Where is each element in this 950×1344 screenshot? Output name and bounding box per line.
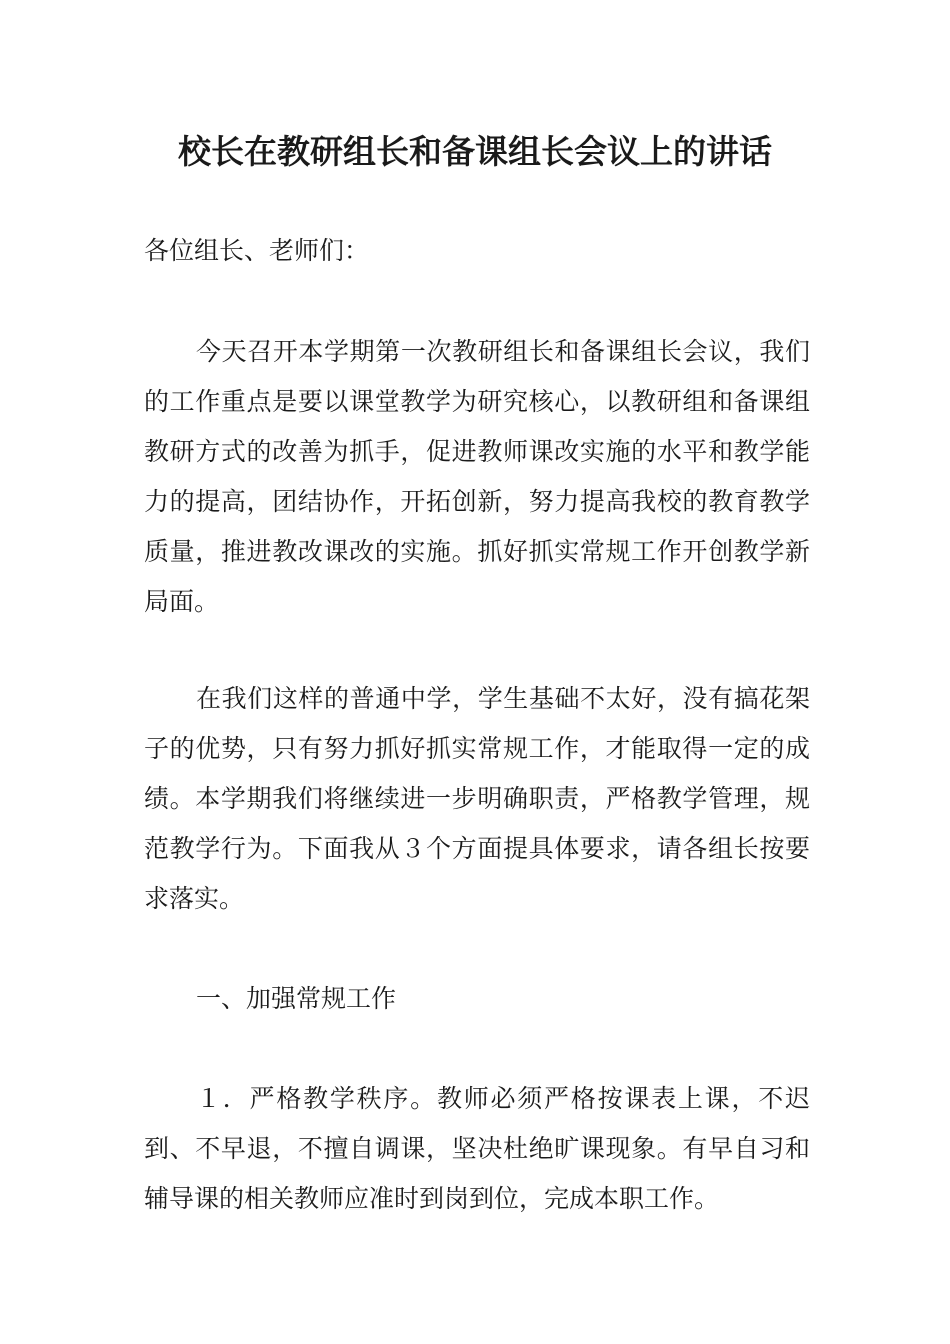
- document-title: 校长在教研组长和备课组长会议上的讲话: [178, 132, 772, 171]
- paragraph-context: 在我们这样的普通中学，学生基础不太好，没有搞花架子的优势，只有努力抓好抓实常规工作，才能取得一定的成绩。本学期我们将继续进一步明确职责，严格教学管理，规范教学行为。下面我从３个方面提具体要求，请各组长按要求落实。: [144, 684, 810, 913]
- paragraph-item-1: １．严格教学秩序。教师必须严格按课表上课，不迟到、不早退，不擅自调课，坚决杜绝旷课现象。有早自习和辅导课的相关教师应准时到岗到位，完成本职工作。: [144, 1084, 810, 1213]
- section-heading-1: 一、加强常规工作: [196, 984, 397, 1013]
- paragraph-intro: 今天召开本学期第一次教研组长和备课组长会议，我们的工作重点是要以课堂教学为研究核心，以教研组和备课组教研方式的改善为抓手，促进教师课改实施的水平和教学能力的提高，团结协作，开拓创新，努力提高我校的教育教学质量，推进教改课改的实施。抓好抓实常规工作开创教学新局面。: [144, 337, 810, 616]
- salutation: 各位组长、老师们：: [144, 236, 370, 265]
